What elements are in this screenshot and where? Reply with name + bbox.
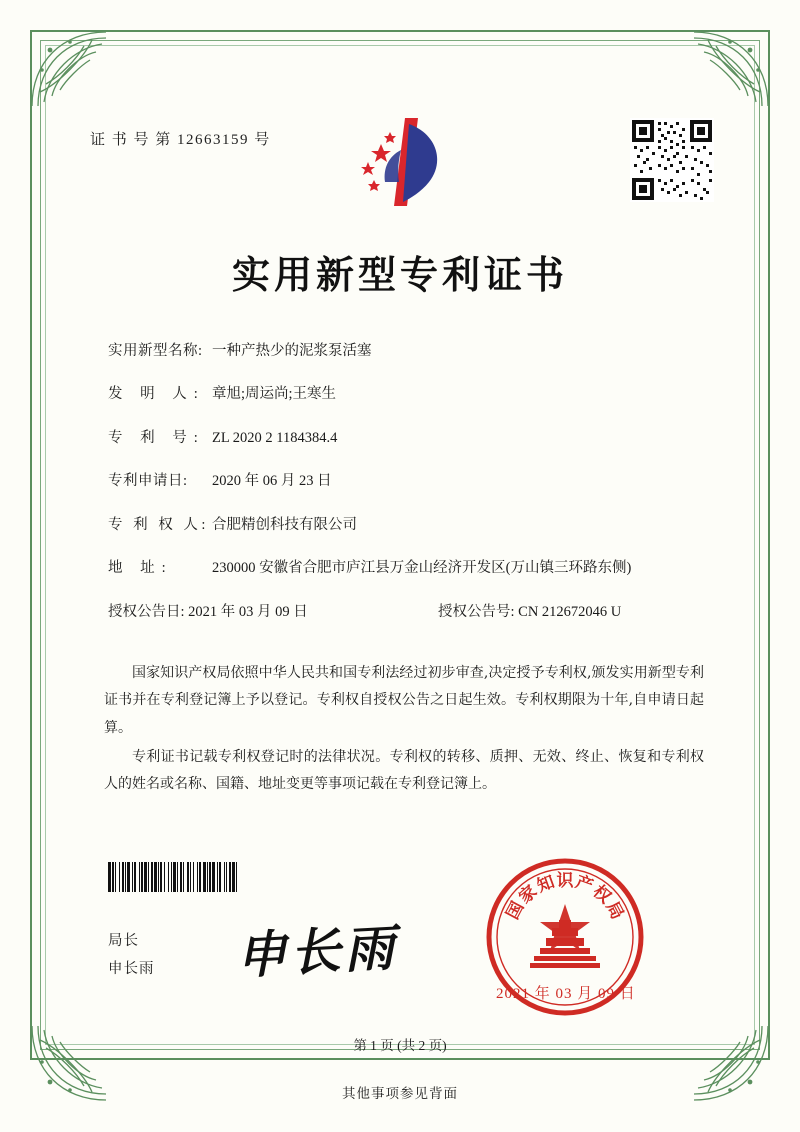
svg-text:国: 国 bbox=[502, 898, 529, 923]
field-value: 一种产热少的泥浆泵活塞 bbox=[212, 343, 372, 359]
signature-name-label: 申长雨 bbox=[108, 960, 155, 977]
footnote: 其他事项参见背面 bbox=[342, 1086, 458, 1101]
announcement-date-value: 2021 年 03 月 09 日 bbox=[188, 603, 308, 620]
field-label: 专利申请日: bbox=[108, 473, 188, 490]
field-label: 专 利 权 人: bbox=[108, 516, 209, 533]
field-row-inventor bbox=[108, 383, 708, 405]
announcement-number-label: 授权公告号: bbox=[438, 603, 515, 620]
field-label: 实用新型名称: bbox=[108, 343, 203, 359]
svg-text:家: 家 bbox=[515, 881, 542, 908]
cnipa-logo-icon bbox=[345, 110, 460, 220]
paragraph-1: 国家知识产权局依照中华人民共和国专利法经过初步审查,决定授予专利权,颁发实用新型专利证书并在专利登记簿上予以登记。专利权自授权公告之日起生效。专利权期限为十年,自申请日起算。 bbox=[104, 665, 704, 736]
signature-handwriting: 申长雨 bbox=[234, 917, 400, 986]
field-value: 2020 年 06 月 23 日 bbox=[212, 473, 332, 490]
field-label: 地 址: bbox=[108, 560, 173, 577]
svg-text:识: 识 bbox=[556, 871, 574, 891]
field-label: 专 利 号: bbox=[108, 429, 205, 446]
svg-text:局: 局 bbox=[601, 898, 628, 923]
field-row-announcement bbox=[108, 601, 708, 623]
signature-block bbox=[108, 928, 155, 983]
field-value: ZL 2020 2 1184384.4 bbox=[212, 429, 338, 446]
field-row-application-date bbox=[108, 470, 708, 492]
announcement-number bbox=[438, 601, 708, 623]
field-row-name bbox=[108, 340, 708, 362]
page-indicator: 第 1 页 (共 2 页) bbox=[353, 1038, 447, 1053]
field-row-patentee bbox=[108, 514, 708, 536]
body-text bbox=[104, 660, 704, 800]
paragraph-2: 专利证书记载专利权登记时的法律状况。专利权的转移、质押、无效、终止、恢复和专利权人的姓名或名称、国籍、地址变更等事项记载在专利登记簿上。 bbox=[104, 748, 704, 793]
field-list bbox=[108, 340, 708, 639]
svg-text:产: 产 bbox=[572, 872, 596, 897]
field-value: 230000 安徽省合肥市庐江县万金山经济开发区(万山镇三环路东侧) bbox=[212, 560, 632, 577]
qr-code bbox=[630, 118, 714, 202]
signature-title-label: 局长 bbox=[108, 933, 139, 949]
svg-text:知: 知 bbox=[534, 872, 558, 897]
announcement-number-value: CN 212672046 U bbox=[518, 603, 622, 620]
announcement-date-label: 授权公告日: bbox=[108, 603, 185, 620]
page-title: 实用新型专利证书 bbox=[231, 252, 568, 297]
field-row-patent-number bbox=[108, 427, 708, 449]
seal-date: 2021 年 03 月 09 日 bbox=[496, 986, 636, 1002]
field-label: 发 明 人: bbox=[108, 386, 205, 403]
field-row-address bbox=[108, 557, 708, 579]
certificate-number: 证 书 号 第 12663159 号 bbox=[90, 132, 271, 148]
field-value: 章旭;周运尚;王寒生 bbox=[212, 386, 337, 403]
barcode bbox=[108, 862, 303, 892]
field-value: 合肥精创科技有限公司 bbox=[212, 516, 357, 533]
svg-text:权: 权 bbox=[588, 881, 615, 908]
announcement-date bbox=[108, 601, 438, 623]
